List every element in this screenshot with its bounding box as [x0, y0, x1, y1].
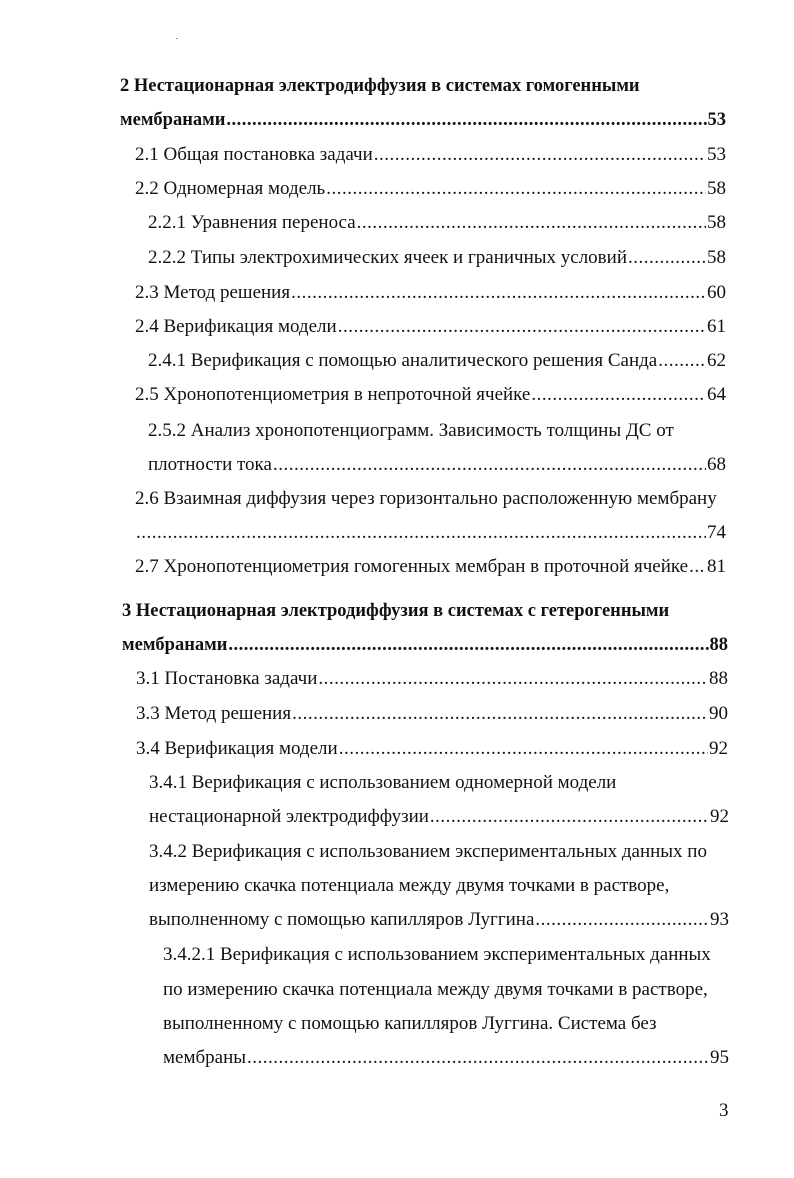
toc-entry-sec2-cont: [120, 107, 726, 133]
toc-entry-page: 62: [707, 350, 726, 371]
dot-leader: [658, 348, 706, 374]
toc-entry-title: 2.4.1 Верификация с помощью аналитического решения Санда: [148, 350, 658, 371]
toc-entry-page: 92: [710, 806, 729, 827]
toc-entry-title: 2.1 Общая постановка задачи: [135, 144, 373, 165]
dot-leader: [228, 632, 708, 658]
toc-entry-2-5-2: [148, 418, 674, 444]
toc-entry-3-4-2-1-cont2: [163, 1011, 657, 1037]
toc-entry-page: 90: [709, 703, 728, 724]
dot-leader: [339, 736, 708, 762]
toc-entry-page: 81: [707, 556, 726, 577]
toc-entry-title: 3.1 Постановка задачи: [136, 668, 318, 689]
toc-entry-3-4-2-cont2: [149, 907, 729, 933]
dot-leader: [292, 701, 708, 727]
toc-entry-3-4-2-1-cont: [163, 977, 708, 1003]
toc-entry-title-cont: нестационарной электродиффузии: [149, 806, 429, 827]
dot-leader: [628, 245, 706, 271]
toc-entry-page: 53: [707, 110, 726, 130]
toc-entry-page: 68: [707, 454, 726, 475]
toc-entry-title-cont: плотности тока: [148, 454, 272, 475]
toc-entry-3-4-1: [149, 770, 616, 796]
toc-entry-page: 88: [709, 635, 728, 655]
toc-entry-title-cont: по измерению скачка потенциала между двумя точками в растворе,: [163, 979, 708, 1000]
toc-entry-2-2-2: [148, 245, 726, 271]
toc-entry-2-2-1: [148, 210, 726, 236]
toc-entry-title-cont: выполненному с помощью капилляров Луггина. Система без: [163, 1013, 657, 1034]
dot-leader: [291, 280, 706, 306]
toc-entry-title: 2.5.2 Анализ хронопотенциограмм. Зависимость толщины ДС от: [148, 420, 674, 441]
toc-entry-page: 60: [707, 282, 726, 303]
toc-entry-page: 88: [709, 668, 728, 689]
dot-leader: [357, 210, 706, 236]
toc-entry-2-6-cont: [135, 520, 726, 546]
dot-leader: [535, 907, 709, 933]
toc-entry-title: 2.3 Метод решения: [135, 282, 291, 303]
scan-speck: [176, 38, 178, 39]
toc-entry-page: 93: [710, 909, 729, 930]
toc-entry-page: 74: [707, 522, 726, 543]
toc-entry-3-3: [136, 701, 728, 727]
toc-entry-3-1: [136, 666, 728, 692]
toc-entry-title-cont: мембранами: [122, 635, 228, 655]
toc-entry-2-2: [135, 176, 726, 202]
toc-entry-title: 2.2 Одномерная модель: [135, 178, 326, 199]
toc-entry-title: 2.7 Хронопотенциометрия гомогенных мембран в проточной ячейке: [135, 556, 689, 577]
dot-leader: [226, 107, 706, 133]
toc-entry-2-4: [135, 314, 726, 340]
toc-entry-page: 61: [707, 316, 726, 337]
toc-entry-sec3: [122, 598, 669, 624]
toc-entry-3-4-1-cont: [149, 804, 729, 830]
toc-entry-page: 58: [707, 212, 726, 233]
toc-entry-3-4-2-1: [163, 942, 711, 968]
toc-entry-3-4: [136, 736, 728, 762]
dot-leader: [374, 142, 706, 168]
toc-entry-page: 95: [710, 1047, 729, 1068]
toc-entry-title: 2.4 Верификация модели: [135, 316, 337, 337]
toc-entry-title: 3.4.2 Верификация с использованием экспериментальных данных по: [149, 841, 707, 862]
toc-entry-title-cont: выполненному с помощью капилляров Луггина: [149, 909, 535, 930]
toc-entry-title: 2.2.1 Уравнения переноса: [148, 212, 356, 233]
dot-leader: [318, 666, 708, 692]
toc-entry-sec2: [120, 73, 640, 99]
toc-entry-3-4-2-cont: [149, 873, 669, 899]
toc-entry-title-cont: измерению скачка потенциала между двумя точками в растворе,: [149, 875, 670, 896]
toc-entry-2-1: [135, 142, 726, 168]
toc-entry-title: 2.5 Хронопотенциометрия в непроточной ячейке: [135, 384, 531, 405]
toc-entry-page: 53: [707, 144, 726, 165]
toc-entry-title: 3 Нестационарная электродиффузия в системах с гетерогенными: [122, 601, 670, 621]
dot-leader: [531, 382, 706, 408]
dot-leader: [338, 314, 706, 340]
toc-entry-title-cont: мембранами: [120, 110, 226, 130]
toc-entry-title: 3.3 Метод решения: [136, 703, 292, 724]
dot-leader: [326, 176, 706, 202]
toc-entry-3-4-2-1-cont3: [163, 1045, 729, 1071]
dot-leader: [430, 804, 709, 830]
toc-entry-title-cont: мембраны: [163, 1047, 247, 1068]
toc-entry-sec3-cont: [122, 632, 728, 658]
toc-entry-title: 2 Нестационарная электродиффузия в системах гомогенными: [120, 76, 640, 96]
toc-entry-page: 64: [707, 384, 726, 405]
toc-entry-title: 3.4 Верификация модели: [136, 738, 338, 759]
dot-leader: [689, 554, 706, 580]
toc-entry-page: 92: [709, 738, 728, 759]
dot-leader: [136, 520, 706, 546]
toc-entry-2-5: [135, 382, 726, 408]
page-number: 3: [719, 1100, 729, 1121]
toc-entry-title: 3.4.2.1 Верификация с использованием экспериментальных данных: [163, 944, 711, 965]
toc-entry-title: 2.6 Взаимная диффузия через горизонтально расположенную мембрану: [135, 488, 717, 509]
toc-entry-2-5-2-cont: [148, 452, 726, 478]
toc-entry-title: 2.2.2 Типы электрохимических ячеек и граничных условий: [148, 247, 627, 268]
toc-entry-2-4-1: [148, 348, 726, 374]
toc-entry-page: 58: [707, 178, 726, 199]
dot-leader: [273, 452, 706, 478]
toc-entry-page: 58: [707, 247, 726, 268]
toc-entry-3-4-2: [149, 839, 707, 865]
toc-entry-2-7: [135, 554, 726, 580]
toc-entry-2-6: [135, 486, 717, 512]
toc-entry-2-3: [135, 280, 726, 306]
toc-entry-title: 3.4.1 Верификация с использованием одномерной модели: [149, 772, 617, 793]
dot-leader: [247, 1045, 709, 1071]
